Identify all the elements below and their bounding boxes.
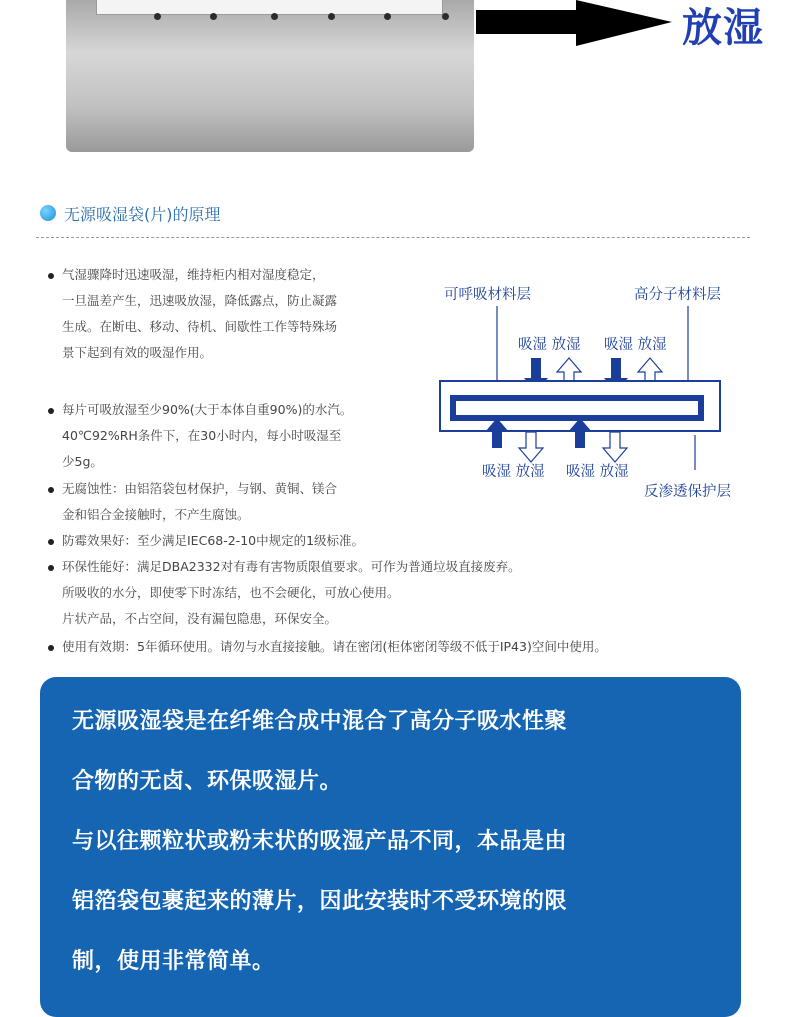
summary-line: 制，使用非常简单。 [72, 949, 275, 974]
right-arrow-icon [476, 0, 676, 50]
paragraph-principle [48, 262, 337, 366]
paragraph-mold [48, 528, 364, 554]
paragraph-capacity [48, 397, 352, 475]
summary-line: 铝箔袋包裹起来的薄片，因此安装时不受环境的限 [72, 889, 568, 914]
section-title: 无源吸湿袋(片)的原理 [64, 205, 221, 224]
pouch-hole [328, 13, 335, 20]
bullet-icon [48, 408, 54, 414]
bullet-icon [48, 487, 54, 493]
layer-structure-diagram [430, 270, 770, 510]
bottom-absorb-release-label: 吸湿 放湿 [566, 464, 629, 480]
paragraph-environment [48, 554, 521, 632]
protective-layer-label: 反渗透保护层 [644, 484, 731, 500]
paragraph-line: 少5g。 [62, 454, 103, 469]
release-moisture-label: 放湿 [682, 5, 764, 51]
summary-line: 合物的无卤、环保吸湿片。 [72, 769, 343, 794]
pouch-label-strip [96, 0, 443, 15]
paragraph-line: 无腐蚀性：由铝箔袋包材保护，与钢、黄铜、镁合 [62, 481, 338, 496]
release-down-arrow-icon [519, 432, 543, 462]
paragraph-lifetime [48, 634, 607, 660]
bullet-icon [48, 565, 54, 571]
bullet-icon [48, 645, 54, 651]
bullet-icon [48, 273, 54, 279]
polymer-layer-label: 高分子材料层 [634, 287, 721, 303]
breathable-inner-layer [456, 401, 698, 415]
paragraph-line: 所吸收的水分，即使零下时冻结，也不会硬化，可放心使用。 [62, 585, 400, 600]
pouch-hole [154, 13, 161, 20]
paragraph-line: 一旦温差产生，迅速吸放湿，降低露点，防止凝露 [62, 293, 338, 308]
pouch-hole [210, 13, 217, 20]
product-pouch-image [66, 0, 474, 152]
breathable-layer-label: 可呼吸材料层 [444, 287, 531, 303]
top-absorb-release-label: 吸湿 放湿 [518, 337, 581, 353]
section-divider [36, 237, 750, 238]
summary-line: 与以往颗粒状或粉末状的吸湿产品不同，本品是由 [72, 829, 568, 854]
summary-line: 无源吸湿袋是在纤维合成中混合了高分子吸水性聚 [72, 709, 568, 734]
paragraph-line: 金和铝合金接触时，不产生腐蚀。 [62, 507, 250, 522]
paragraph-corrosion [48, 476, 337, 528]
paragraph-line: 气湿骤降时迅速吸湿，维持柜内相对湿度稳定， [62, 267, 325, 282]
paragraph-line: 使用有效期：5年循环使用。请勿与水直接接触。请在密闭(柜体密闭等级不低于IP43)空间中使用。 [62, 639, 607, 654]
section-bullet-icon [40, 205, 56, 221]
release-down-arrow-icon [603, 432, 627, 462]
bottom-absorb-release-label: 吸湿 放湿 [482, 464, 545, 480]
pouch-hole [384, 13, 391, 20]
pouch-hole [442, 13, 449, 20]
bullet-icon [48, 539, 54, 545]
paragraph-line: 片状产品，不占空间，没有漏包隐患，环保安全。 [62, 611, 338, 626]
paragraph-line: 生成。在断电、移动、待机、间歇性工作等特殊场 [62, 319, 338, 334]
paragraph-line: 防霉效果好：至少满足IEC68-2-10中规定的1级标准。 [62, 533, 365, 548]
paragraph-line: 景下起到有效的吸湿作用。 [62, 345, 213, 360]
paragraph-line: 环保性能好：满足DBA2332对有毒有害物质限值要求。可作为普通垃圾直接废弃。 [62, 559, 521, 574]
pouch-hole [271, 13, 278, 20]
paragraph-line: 40℃92%RH条件下，在30小时内，每小时吸湿至 [62, 428, 342, 443]
top-absorb-release-label: 吸湿 放湿 [604, 337, 667, 353]
paragraph-line: 每片可吸放湿至少90%(大于本体自重90%)的水汽。 [62, 402, 353, 417]
